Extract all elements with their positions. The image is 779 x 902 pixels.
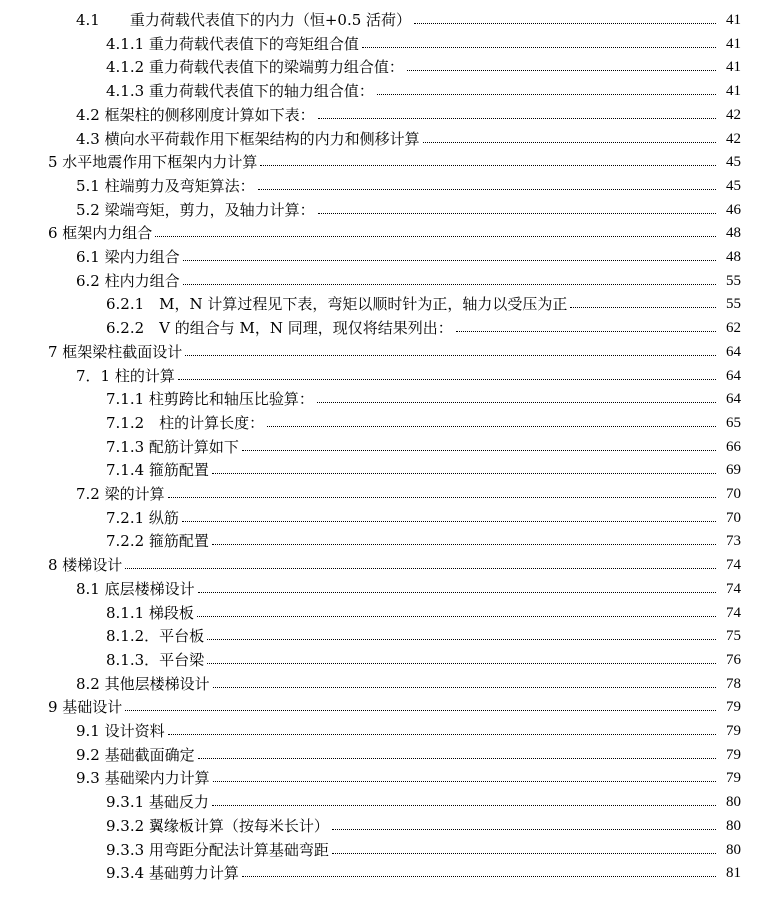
toc-entry[interactable] — [0, 316, 779, 340]
toc-entry[interactable] — [0, 221, 779, 245]
toc-entry-page-number: 69 — [726, 462, 741, 479]
dot-leader — [377, 93, 716, 95]
toc-entry-page-number: 55 — [726, 272, 741, 289]
toc-entry-page-number: 48 — [726, 249, 741, 265]
dot-leader — [570, 306, 716, 308]
dot-leader — [318, 117, 716, 119]
toc-entry-page-number: 70 — [726, 509, 741, 526]
toc-entry[interactable] — [0, 411, 779, 435]
toc-entry-page-number: 55 — [726, 296, 741, 313]
dot-leader — [178, 378, 716, 380]
toc-entry-title: 6.2.1 M，N 计算过程见下表，弯矩以顺时针为正，轴力以受压为正 — [106, 295, 568, 314]
toc-entry-title: 4.2 框架柱的侧移刚度计算如下表： — [76, 105, 315, 124]
toc-entry-page-number: 79 — [726, 699, 741, 716]
toc-entry-title: 5.2 梁端弯矩，剪力，及轴力计算： — [76, 200, 315, 219]
toc-entry-title: 9 基础设计 — [48, 698, 123, 717]
toc-entry-page-number: 64 — [726, 391, 741, 408]
dot-leader — [198, 757, 716, 759]
dot-leader — [423, 141, 716, 143]
dot-leader — [260, 164, 716, 166]
toc-entry-title: 9.1 设计资料 — [76, 722, 165, 740]
toc-entry-page-number: 64 — [726, 343, 741, 360]
toc-entry[interactable] — [0, 387, 779, 411]
toc-entry-page-number: 78 — [726, 675, 741, 692]
toc-entry-title: 6.1 梁内力组合 — [76, 248, 180, 266]
toc-entry-page-number: 73 — [726, 533, 741, 550]
dot-leader — [197, 615, 716, 617]
toc-entry-title: 8.1.1 梯段板 — [106, 603, 194, 622]
toc-entry-title: 5.1 柱端剪力及弯矩算法： — [76, 176, 255, 195]
toc-entry[interactable] — [0, 861, 779, 885]
toc-entry-title: 4.1.3 重力荷载代表值下的轴力组合值： — [106, 82, 374, 101]
toc-entry[interactable] — [0, 648, 779, 672]
toc-entry-title: 4.3 横向水平荷载作用下框架结构的内力和侧移计算 — [76, 129, 420, 148]
toc-entry-page-number: 41 — [726, 83, 741, 100]
toc-entry-page-number: 41 — [726, 59, 741, 76]
toc-entry[interactable] — [0, 292, 779, 316]
toc-entry-title: 9.3.4 基础剪力计算 — [106, 864, 239, 883]
toc-entry[interactable] — [0, 458, 779, 482]
dot-leader — [317, 401, 716, 403]
toc-entry-page-number: 81 — [726, 865, 741, 882]
toc-entry-title: 7 框架梁柱截面设计 — [48, 342, 183, 361]
dot-leader — [212, 804, 716, 806]
toc-entry[interactable] — [0, 79, 779, 103]
toc-entry-title: 4.1.1 重力荷载代表值下的弯矩组合值 — [106, 34, 359, 53]
toc-entry[interactable] — [0, 672, 779, 696]
toc-entry[interactable] — [0, 695, 779, 719]
toc-entry-page-number: 76 — [726, 651, 741, 668]
toc-entry-title: 8.1.3．平台梁 — [106, 650, 205, 669]
dot-leader — [213, 686, 716, 688]
dot-leader — [168, 496, 716, 498]
toc-entry[interactable] — [0, 719, 779, 743]
toc-entry[interactable] — [0, 482, 779, 506]
dot-leader — [456, 330, 716, 332]
toc-entry-page-number: 41 — [726, 35, 741, 52]
dot-leader — [207, 662, 716, 664]
dot-leader — [212, 472, 716, 474]
toc-entry-title: 9.3.2 翼缘板计算（按每米长计） — [106, 816, 329, 835]
toc-entry-page-number: 74 — [726, 557, 741, 574]
toc-entry[interactable] — [0, 814, 779, 838]
dot-leader — [362, 46, 716, 48]
dot-leader — [332, 828, 716, 830]
toc-entry-title: 7.1.1 柱剪跨比和轴压比验算： — [106, 390, 314, 409]
dot-leader — [185, 354, 716, 356]
toc-entry-page-number: 48 — [726, 225, 741, 242]
dot-leader — [125, 709, 716, 711]
dot-leader — [183, 259, 716, 261]
dot-leader — [267, 425, 716, 427]
toc-entry[interactable] — [0, 245, 779, 269]
dot-leader — [125, 567, 716, 569]
toc-entry[interactable] — [0, 624, 779, 648]
toc-entry-title: 7.2 梁的计算 — [76, 485, 165, 503]
toc-entry[interactable] — [0, 103, 779, 127]
toc-entry-title: 8 楼梯设计 — [48, 556, 123, 575]
dot-leader — [207, 638, 716, 640]
toc-entry[interactable] — [0, 198, 779, 222]
toc-entry[interactable] — [0, 766, 779, 790]
dot-leader — [318, 212, 716, 214]
toc-entry[interactable] — [0, 127, 779, 151]
toc-entry[interactable] — [0, 32, 779, 56]
dot-leader — [407, 69, 716, 71]
toc-entry-page-number: 79 — [726, 723, 741, 739]
dot-leader — [242, 449, 716, 451]
toc-entry[interactable] — [0, 269, 779, 293]
dot-leader — [183, 283, 716, 285]
dot-leader — [242, 875, 716, 877]
toc-entry-page-number: 65 — [726, 414, 741, 431]
toc-entry[interactable] — [0, 506, 779, 530]
toc-entry[interactable] — [0, 743, 779, 767]
toc-entry-page-number: 64 — [726, 367, 741, 384]
toc-entry-page-number: 41 — [726, 12, 741, 28]
toc-entry-title: 8.2 其他层楼梯设计 — [76, 674, 210, 693]
toc-entry-title: 6.2.2 V 的组合与 M，N 同理，现仅将结果列出： — [106, 319, 453, 338]
toc-entry-page-number: 74 — [726, 580, 741, 597]
toc-entry[interactable] — [0, 601, 779, 625]
toc-entry-title: 7.1.4 箍筋配置 — [106, 461, 209, 480]
dot-leader — [198, 591, 716, 593]
toc-entry[interactable] — [0, 364, 779, 388]
toc-entry-title: 7.2.1 纵筋 — [106, 508, 179, 527]
toc-entry-title: 5 水平地震作用下框架内力计算 — [48, 153, 258, 172]
toc-entry[interactable] — [0, 150, 779, 174]
dot-leader — [182, 520, 716, 522]
toc-entry[interactable] — [0, 8, 779, 32]
toc-entry-page-number: 75 — [726, 628, 741, 645]
toc-entry-title: 9.3 基础梁内力计算 — [76, 769, 210, 788]
toc-entry[interactable] — [0, 553, 779, 577]
toc-entry[interactable] — [0, 340, 779, 364]
dot-leader — [414, 22, 716, 24]
toc-entry-title: 9.2 基础截面确定 — [76, 745, 195, 764]
toc-entry-title: 7.2.2 箍筋配置 — [106, 532, 209, 551]
dot-leader — [155, 235, 716, 237]
toc-entry-page-number: 80 — [726, 794, 741, 811]
toc-entry-title: 6.2 柱内力组合 — [76, 271, 180, 290]
toc-entry[interactable] — [0, 174, 779, 198]
toc-entry-page-number: 80 — [726, 817, 741, 834]
toc-entry-title: 4.1 重力荷载代表值下的内力（恒+0.5 活荷） — [76, 11, 412, 29]
toc-entry-title: 7.1.3 配筋计算如下 — [106, 437, 239, 456]
toc-entry-title: 8.1.2．平台板 — [106, 627, 205, 646]
toc-entry-title: 9.3.1 基础反力 — [106, 793, 209, 812]
toc-entry-page-number: 79 — [726, 770, 741, 787]
toc-entry-page-number: 66 — [726, 438, 741, 455]
toc-entry[interactable] — [0, 435, 779, 459]
toc-entry[interactable] — [0, 529, 779, 553]
toc-entry[interactable] — [0, 790, 779, 814]
toc-entry[interactable] — [0, 577, 779, 601]
toc-entry-page-number: 70 — [726, 486, 741, 502]
toc-entry-page-number: 80 — [726, 841, 741, 858]
dot-leader — [258, 188, 716, 190]
toc-entry[interactable] — [0, 838, 779, 862]
toc-entry-title: 6 框架内力组合 — [48, 224, 153, 243]
toc-entry-title: 7.1.2 柱的计算长度： — [106, 413, 265, 432]
dot-leader — [213, 780, 716, 782]
dot-leader — [168, 733, 716, 735]
toc-entry-page-number: 46 — [726, 201, 741, 218]
toc-entry-page-number: 42 — [726, 130, 741, 147]
toc-entry-title: 9.3.3 用弯距分配法计算基础弯距 — [106, 840, 329, 859]
toc-entry-page-number: 79 — [726, 746, 741, 763]
toc-entry-page-number: 42 — [726, 106, 741, 123]
toc-entry-title: 4.1.2 重力荷载代表值下的梁端剪力组合值： — [106, 58, 404, 77]
toc-entry-title: 8.1 底层楼梯设计 — [76, 579, 195, 598]
toc-entry[interactable] — [0, 55, 779, 79]
toc-entry-title: 7．1 柱的计算 — [76, 366, 175, 385]
toc-entry-page-number: 45 — [726, 177, 741, 194]
dot-leader — [212, 543, 716, 545]
dot-leader — [332, 852, 716, 854]
toc-entry-page-number: 62 — [726, 320, 741, 337]
toc-entry-page-number: 45 — [726, 154, 741, 171]
toc-entry-page-number: 74 — [726, 604, 741, 621]
